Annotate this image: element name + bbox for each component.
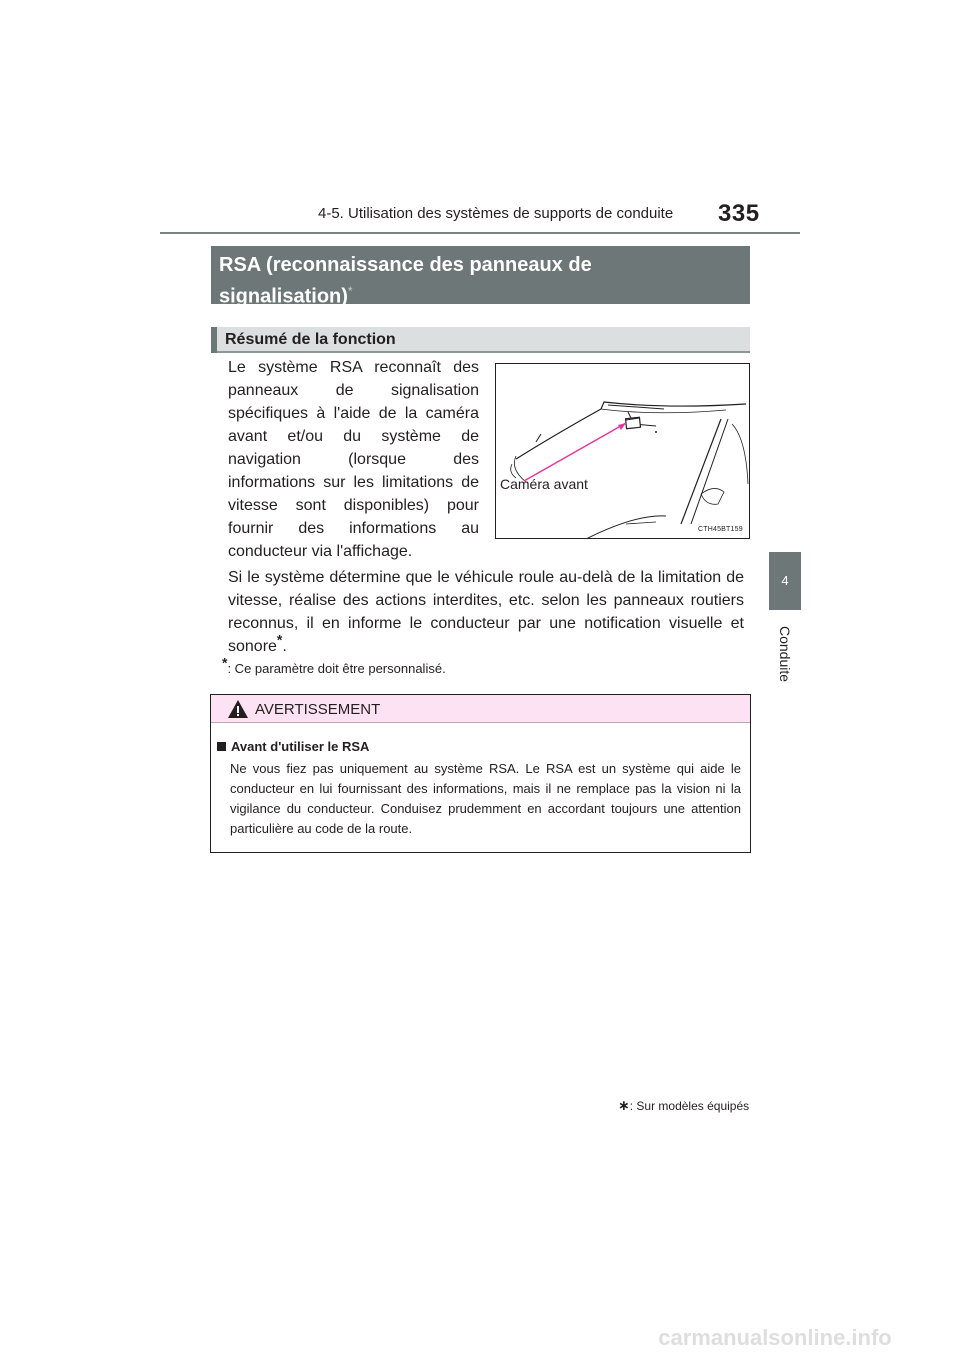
subheading-text: Résumé de la fonction xyxy=(225,331,396,348)
chapter-tab-label xyxy=(769,614,801,694)
equipped-models-note xyxy=(618,1097,749,1114)
camera-illustration xyxy=(495,363,750,539)
camera-label: Caméra avant xyxy=(500,476,588,492)
watermark-logo xyxy=(600,1323,950,1353)
section-title xyxy=(211,246,750,308)
subheading xyxy=(211,327,750,353)
footnote-text: : Ce paramètre doit être personnalisé. xyxy=(227,661,446,676)
header-section-title: 4-5. Utilisation des systèmes de supports de conduite xyxy=(318,205,674,222)
footnote-marker: * xyxy=(222,654,228,671)
page-number: 335 xyxy=(718,200,760,227)
chapter-tab-label-text: Conduite xyxy=(777,625,793,683)
header-rule xyxy=(160,232,800,234)
detection-paragraph-marker: * xyxy=(276,631,283,648)
warning-subtitle xyxy=(217,739,369,754)
warning-header xyxy=(211,695,750,723)
windshield-drawing xyxy=(496,364,750,539)
svg-text:carmanualsonline.info: carmanualsonline.info xyxy=(658,1325,892,1350)
customization-footnote xyxy=(222,654,446,676)
model-note-text: : Sur modèles équipés xyxy=(629,1099,750,1113)
chapter-tab-number: 4 xyxy=(769,552,801,610)
warning-triangle-icon xyxy=(227,699,249,719)
warning-box xyxy=(210,694,751,853)
warning-title: AVERTISSEMENT xyxy=(255,701,381,718)
model-note-marker: ∗ xyxy=(618,1097,630,1113)
section-title-marker: * xyxy=(347,284,353,298)
subheading-bar xyxy=(211,327,217,353)
figure-code: CTH45BT159 xyxy=(698,526,743,533)
detection-paragraph-text: Si le système détermine que le véhicule roule au-delà de la limitation de vitesse, réalise des actions interdites, etc. selon les panneaux routiers reconnus, il en informe le conducteur par une notification visuelle et sonore xyxy=(228,569,744,655)
section-title-line2: signalisation) xyxy=(219,285,348,308)
intro-paragraph: Le système RSA reconnaît des panneaux de signalisation spécifiques à l'aide de la caméra avant et/ou du système de navigation (lorsque des informations sur les limitations de vitesse sont disponibles) pour fournir des informations au conducteur via l'affichage. xyxy=(228,359,479,560)
detection-paragraph xyxy=(228,566,744,658)
section-title-line2-wrap xyxy=(219,278,750,310)
detection-paragraph-end: . xyxy=(282,638,287,655)
section-title-line1: RSA (reconnaissance des panneaux de xyxy=(219,254,592,276)
square-bullet-icon xyxy=(217,742,226,751)
warning-subtitle-text: Avant d'utiliser le RSA xyxy=(231,739,370,754)
warning-body: Ne vous fiez pas uniquement au système RSA. Le RSA est un système qui aide le conducteur en lui fournissant des informations, mais il ne remplace pas la vision ni la vigilance du conducteur. Conduisez prudemment en accordant toujours une attention particulière au code de la route. xyxy=(230,761,741,836)
